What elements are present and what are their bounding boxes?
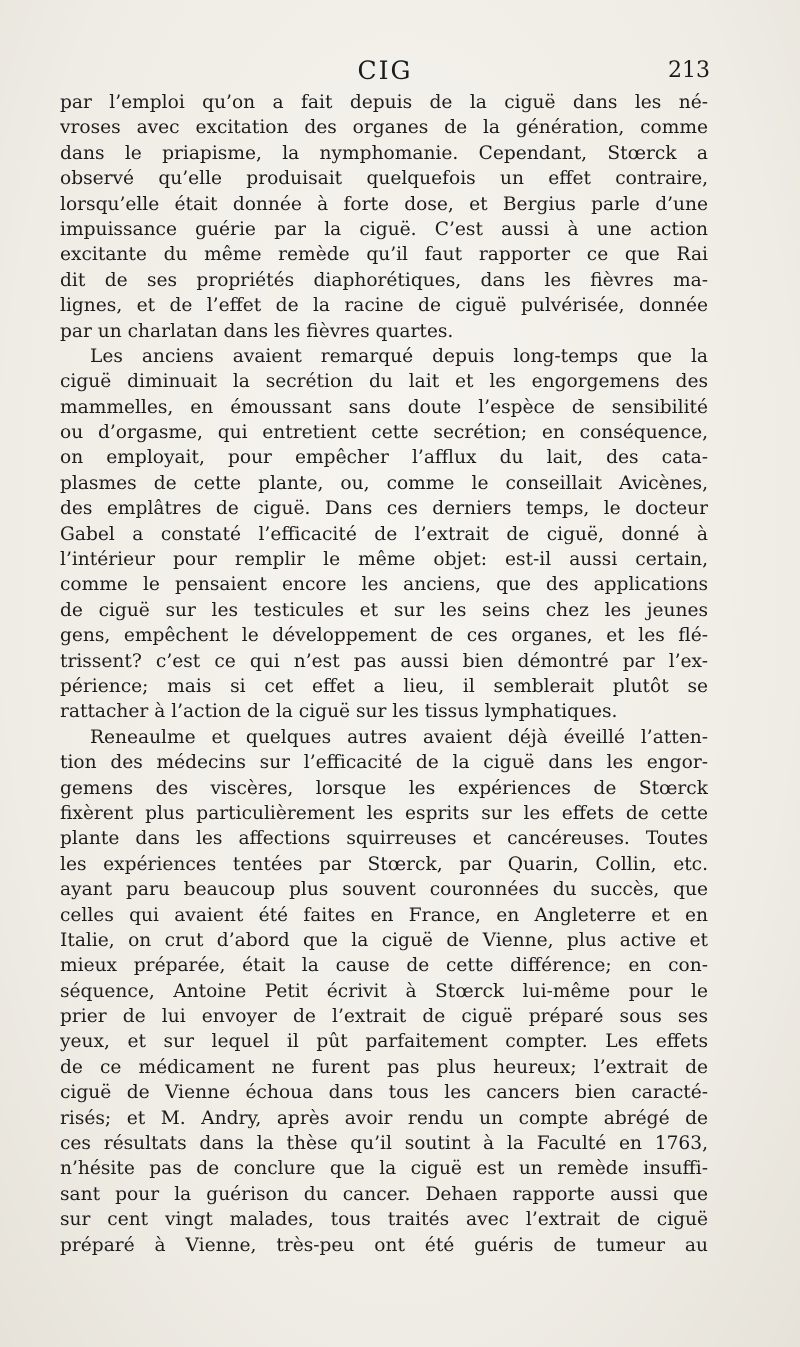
paragraph [60,344,708,725]
text-line: vroses avec excitation des organes de la génération, comme [60,117,708,139]
paragraph [60,90,708,344]
text-line: Italie, on crut d’abord que la ciguë de Vienne, plus active et [60,929,708,951]
text-line: celles qui avaient été faites en France, en Angleterre et en [60,904,708,926]
text-line: l’intérieur pour remplir le même objet: est-il aussi certain, [60,549,708,571]
text-line: périence; mais si cet effet a lieu, il semblerait plutôt se [60,675,708,697]
text-line: par l’emploi qu’on a fait depuis de la ciguë dans les né- [60,92,708,113]
text-line: les expériences tentées par Stœrck, par Quarin, Collin, etc. [60,853,708,875]
text-line: risés; et M. Andry, après avoir rendu un compte abrégé de [60,1107,708,1129]
text-line: préparé à Vienne, très-peu ont été guéris de tumeur au [60,1234,708,1256]
text-line: plante dans les affections squirreuses et cancéreuses. Toutes [60,828,708,850]
text-line: n’hésite pas de conclure que la ciguë est un remède insuffi- [60,1158,708,1180]
text-line: Les anciens avaient remarqué depuis long-temps que la [90,345,708,367]
text-line: rattacher à l’action de la ciguë sur les tissus lymphatiques. [60,701,618,723]
text-line: lignes, et de l’effet de la racine de ciguë pulvérisée, donnée [60,295,708,317]
text-line: sur cent vingt malades, tous traités avec l’extrait de ciguë [60,1209,708,1231]
text-line: tion des médecins sur l’efficacité de la ciguë dans les engor- [60,752,708,774]
text-line: séquence, Antoine Petit écrivit à Stœrck lui-même pour le [60,980,708,1002]
running-title: CIG [357,56,413,85]
text-line: dit de ses propriétés diaphorétiques, dans les fièvres ma- [60,269,708,291]
text-line: observé qu’elle produisait quelquefois un effet contraire, [60,168,708,190]
text-line: par un charlatan dans les fièvres quartes. [60,320,454,342]
text-line: des emplâtres de ciguë. Dans ces derniers temps, le docteur [60,498,708,520]
text-line: comme le pensaient encore les anciens, que des applications [60,574,708,596]
text-line: impuissance guérie par la ciguë. C’est aussi à une action [60,218,708,240]
text-line: Reneaulme et quelques autres avaient déjà éveillé l’atten- [90,726,708,748]
text-line: ces résultats dans la thèse qu’il soutint à la Faculté en 1763, [60,1133,708,1155]
text-line: sant pour la guérison du cancer. Dehaen rapporte aussi que [60,1183,708,1205]
text-line: excitante du même remède qu’il faut rapporter ce que Rai [60,244,708,266]
text-line: de ce médicament ne furent pas plus heureux; l’extrait de [60,1056,708,1078]
text-line: trissent? c’est ce qui n’est pas aussi bien démontré par l’ex- [60,650,708,672]
text-line: mieux préparée, était la cause de cette différence; en con- [60,955,708,977]
body-text [60,90,708,1258]
text-line: yeux, et sur lequel il pût parfaitement compter. Les effets [60,1031,708,1053]
text-line: fixèrent plus particulièrement les esprits sur les effets de cette [60,802,708,824]
text-line: ou d’orgasme, qui entretient cette secrétion; en conséquence, [60,422,708,444]
text-line: gemens des viscères, lorsque les expériences de Stœrck [60,777,708,799]
page-number: 213 [668,58,710,83]
text-line: dans le priapisme, la nymphomanie. Cependant, Stœrck a [60,142,708,164]
text-line: ciguë diminuait la secrétion du lait et les engorgemens des [60,371,708,393]
page-header [60,56,710,90]
paragraph [60,725,708,1258]
text-line: prier de lui envoyer de l’extrait de ciguë préparé sous ses [60,1006,708,1028]
text-line: gens, empêchent le développement de ces organes, et les flé- [60,625,708,647]
text-line: plasmes de cette plante, ou, comme le conseillait Avicènes, [60,472,708,494]
text-line: mammelles, en émoussant sans doute l’espèce de sensibilité [60,396,708,418]
text-line: lorsqu’elle était donnée à forte dose, et Bergius parle d’une [60,193,708,215]
text-line: de ciguë sur les testicules et sur les seins chez les jeunes [60,599,708,621]
text-line: Gabel a constaté l’efficacité de l’extrait de ciguë, donné à [60,523,708,545]
text-line: on employait, pour empêcher l’afflux du lait, des cata- [60,447,708,469]
text-line: ayant paru beaucoup plus souvent couronnées du succès, que [60,879,708,901]
text-line: ciguë de Vienne échoua dans tous les cancers bien caracté- [60,1082,708,1104]
